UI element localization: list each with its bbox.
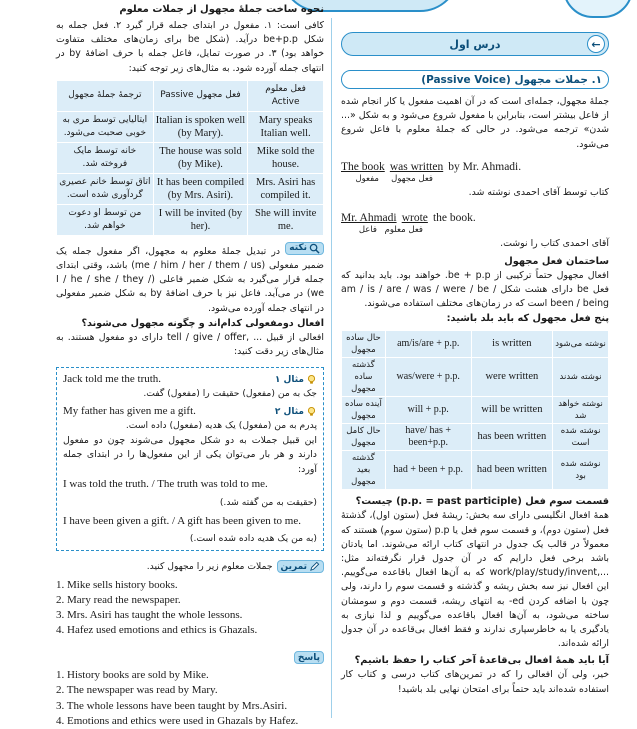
right-column bbox=[341, 32, 609, 697]
row-passive: It has been compiled (by Mrs. Asiri). bbox=[153, 173, 248, 204]
tense-form: had + been + p.p. bbox=[385, 451, 471, 490]
example-1-fa: جک به من (مفعول) حقیقت را (مفعول) گفت. bbox=[143, 388, 317, 400]
tenses-heading: پنج فعل مجهول که باید بلد باشید: bbox=[446, 313, 609, 325]
list-item: 2. Mary read the newspaper. bbox=[56, 594, 181, 607]
list-item: 3. The whole lessons have been taught by Mrs.Asiri. bbox=[56, 699, 288, 712]
active-example bbox=[341, 206, 609, 225]
label-passive-verb: فعل مجهول bbox=[391, 173, 433, 184]
table-row bbox=[57, 142, 324, 173]
tense-example: had been written bbox=[471, 451, 553, 490]
tense-form: have/ has + been+p.p. bbox=[385, 424, 471, 451]
passive-example-object: The book bbox=[341, 160, 385, 173]
row-translation: ایتالیایی توسط مری به خوبی صحبت می‌شود. bbox=[57, 111, 154, 142]
active-example-verb: wrote bbox=[401, 211, 428, 224]
tense-meaning: نوشته شده بود bbox=[553, 451, 609, 490]
example-1-en: Jack told me the truth. bbox=[63, 373, 162, 386]
left-column bbox=[56, 4, 324, 727]
row-active: Mike sold the house. bbox=[248, 142, 324, 173]
pp-heading: قسمت سوم فعل (p.p. = past participle) چیست؟ bbox=[355, 496, 609, 508]
lightbulb-icon bbox=[306, 406, 317, 417]
label-object: مفعول bbox=[355, 173, 379, 184]
list-item: 1. Mike sells history books. bbox=[56, 578, 178, 591]
passive-1-en: I was told the truth. / The truth was told to me. bbox=[63, 477, 268, 490]
table-row bbox=[342, 424, 609, 451]
passive-example-translation: کتاب توسط آقای احمدی نوشته شد. bbox=[468, 186, 609, 198]
active-example-translation: آقای احمدی کتاب را نوشت. bbox=[500, 237, 609, 249]
passive-2-fa: (به من یک هدیه داده شده است.) bbox=[189, 532, 317, 544]
answer-heading bbox=[56, 645, 324, 665]
tense-example: will be written bbox=[471, 397, 553, 424]
note-text-2: افعالی از قبیل ... ,tell / give / offer دارای دو مفعول هستند. به مثال‌های زیر دقت کنید: bbox=[56, 331, 324, 358]
irregular-answer: خیر، ولی آن افعالی را که در تمرین‌های کتاب درسی و کتاب کار استفاده شده‌اند باید حتماً برای امتحان نهایی بلد باشید! bbox=[341, 669, 609, 695]
examples-box bbox=[56, 367, 324, 551]
passive-1-fa: (حقیقت به من گفته شد.) bbox=[219, 496, 317, 508]
left-title: نحوه ساخت جملهٔ مجهول از جملات معلوم bbox=[119, 4, 324, 15]
tenses-table bbox=[341, 330, 609, 490]
tense-form: was/were + p.p. bbox=[385, 358, 471, 397]
tense-name: حال کامل مجهول bbox=[342, 424, 386, 451]
passive-example-verb: was written bbox=[389, 160, 444, 173]
row-translation: خانه توسط مایک فروخته شد. bbox=[57, 142, 154, 173]
row-passive: I will be invited (by her). bbox=[153, 204, 248, 235]
table-row bbox=[57, 173, 324, 204]
tense-name: آینده ساده مجهول bbox=[342, 397, 386, 424]
example-2-row bbox=[63, 404, 317, 419]
tense-name: گذشته ساده مجهول bbox=[342, 358, 386, 397]
row-translation: من توسط او دعوت خواهم شد. bbox=[57, 204, 154, 235]
table-row bbox=[342, 397, 609, 424]
tense-meaning: نوشته شده است bbox=[553, 424, 609, 451]
row-passive: The house was sold (by Mike). bbox=[153, 142, 248, 173]
active-example-subject: Mr. Ahmadi bbox=[341, 211, 397, 224]
table-row bbox=[342, 358, 609, 397]
list-item: 3. Mrs. Asiri has taught the whole lessons. bbox=[56, 609, 243, 622]
table-row bbox=[342, 331, 609, 358]
header-passive: فعل مجهول Passive bbox=[153, 80, 248, 111]
tense-name: گذشته بعید مجهول bbox=[342, 451, 386, 490]
row-active: Mrs. Asiri has compiled it. bbox=[248, 173, 324, 204]
note-badge bbox=[285, 242, 324, 255]
example-2-fa: پدرم به من (مفعول) یک هدیه (مفعول) داده است. bbox=[125, 420, 317, 432]
table-row bbox=[57, 111, 324, 142]
voice-table bbox=[56, 80, 324, 236]
tense-example: were written bbox=[471, 358, 553, 397]
row-active: Mary speaks Italian well. bbox=[248, 111, 324, 142]
label-subject: فاعل bbox=[358, 224, 377, 235]
example-1-label: مثال ۱ bbox=[275, 374, 317, 385]
lesson-bar bbox=[341, 32, 609, 56]
list-item: 4. Emotions and ethics were used in Ghazals by Hafez. bbox=[56, 714, 299, 727]
list-item: 2. The newspaper was read by Mary. bbox=[56, 684, 218, 697]
voice-table-header bbox=[57, 80, 324, 111]
header-passive-fa: ترجمهٔ جملهٔ مجهول bbox=[57, 80, 154, 111]
header-active: فعل معلوم Active bbox=[248, 80, 324, 111]
lightbulb-icon bbox=[306, 374, 317, 385]
pencil-icon bbox=[309, 561, 320, 572]
row-translation: اتاق توسط خانم عصیری گردآوری شده است. bbox=[57, 173, 154, 204]
tense-form: will + p.p. bbox=[385, 397, 471, 424]
row-active: She will invite me. bbox=[248, 204, 324, 235]
list-item: 1. History books are sold by Mike. bbox=[56, 669, 209, 682]
note-paragraph bbox=[56, 242, 324, 316]
tense-meaning: نوشته خواهد شد bbox=[553, 397, 609, 424]
label-active-verb: فعل معلوم bbox=[384, 224, 423, 235]
irregular-question: آیا باید همهٔ افعال بی‌قاعدهٔ آخر کتاب را حفظ باشیم؟ bbox=[354, 655, 609, 667]
answer-badge: پاسخ bbox=[294, 651, 324, 664]
example-2-label: مثال ۲ bbox=[275, 406, 317, 417]
passive-example-labels bbox=[341, 174, 609, 186]
active-example-labels bbox=[341, 225, 609, 237]
tense-form: am/is/are + p.p. bbox=[385, 331, 471, 358]
table-row bbox=[342, 451, 609, 490]
example-1-row bbox=[63, 372, 317, 387]
section-title: ۱. جملات مجهول (Passive Voice) bbox=[341, 70, 609, 89]
passive-example-agent: by Mr. Ahmadi. bbox=[448, 160, 522, 173]
arrow-left-icon[interactable]: ← bbox=[587, 35, 605, 53]
exercise-list bbox=[56, 578, 324, 639]
exercise-text: جملات معلوم زیر را مجهول کنید. bbox=[146, 560, 273, 572]
tense-example: is written bbox=[471, 331, 553, 358]
intro-paragraph: جملهٔ مجهول، جمله‌ای است که در آن اهمیت مفعول یا کار انجام شده از فاعل بیشتر است، بنابراین با مفعول شروع می‌شود و به شکل «... شدن» ترجمه می‌شود. در حالی که جملهٔ معلوم با فاعل شروع می‌شود. bbox=[341, 96, 609, 150]
tense-name: حال ساده مجهول bbox=[342, 331, 386, 358]
answer-list bbox=[56, 668, 324, 729]
structure-paragraph: افعال مجهول حتماً ترکیبی از be + p.p. خواهند بود. باید بدانید که فعل be دارای هشت شکل am / is / are / was / were / be / been / being است که در زمان‌های مختلف استفاده می‌شوند. bbox=[341, 269, 610, 310]
corner-decoration bbox=[563, 0, 633, 18]
structure-heading: ساختمان فعل مجهول bbox=[504, 255, 609, 267]
row-passive: Italian is spoken well (by Mary). bbox=[153, 111, 248, 142]
tense-meaning: نوشته شدند bbox=[553, 358, 609, 397]
note-text: در تبدیل جملهٔ معلوم به مجهول، اگر مفعول جمله یک ضمیر مفعولی (me / him / her / them / us) باشد، وقتی ابتدای جمله قرار می‌گیرد به شکل ضمیر فاعلی (I / he / she / they / we) در می‌آید. فاعل نیز با حرف اضافهٔ by به شکل ضمیر مفعولی در انتهای جمله آورده می‌شود. bbox=[56, 245, 324, 314]
passive-example bbox=[341, 155, 609, 174]
lesson-label: درس اول bbox=[449, 37, 501, 51]
exercise-heading bbox=[56, 560, 324, 574]
tense-meaning: نوشته می‌شود bbox=[553, 331, 609, 358]
note-question: افعال دومفعولی کدام‌اند و چگونه مجهول می‌شوند؟ bbox=[81, 317, 324, 329]
column-divider bbox=[331, 18, 332, 718]
examples-explanation: این قبیل جملات به دو شکل مجهول می‌شوند چون دو مفعول دارند و هر بار می‌توان یکی از این مفعول‌ها را در ابتدای جمله آورد: bbox=[63, 435, 317, 475]
example-2-en: My father has given me a gift. bbox=[63, 405, 196, 418]
list-item: 4. Hafez used emotions and ethics is Ghazals. bbox=[56, 624, 258, 637]
active-example-object: the book. bbox=[432, 211, 476, 224]
note-badge-label: نکته bbox=[289, 243, 307, 254]
pp-paragraph: همهٔ افعال انگلیسی دارای سه بخش: ریشهٔ فعل (ستون اول)، گذشتهٔ فعل (ستون دوم)، و قسمت سوم فعل یا p.p (ستون سوم) هستند که معمولاً در قالب یک جدول در انتهای کتاب ارائه می‌شوند. اما یادتان باشد برخی فعل دارایم که در آن جدول قرار نگرفته‌اند مثل: ...,work/play/study/invent که به آن‌ها افعال باقاعده می‌گوییم. این افعال نیز سه بخش ریشه و گذشته و قسمت سوم را دارند، ولی چون با اضافه کردن ed- به انتهای ریشه، قسمت دوم و سومشان ساخته می‌شود، به آن‌ها افعال باقاعده می‌گوییم و لذا نیازی به یادگیری یا به خاطرسپاری ندارند و فقط افعال بی‌قاعده در آن جدول ارائه شده‌اند. bbox=[341, 510, 609, 650]
exercise-badge: تمرین bbox=[277, 560, 325, 573]
magnifier-icon bbox=[309, 243, 320, 254]
tense-example: has been written bbox=[471, 424, 553, 451]
passive-2-en: I have been given a gift. / A gift has been given to me. bbox=[63, 514, 301, 527]
table-row bbox=[57, 204, 324, 235]
left-intro: کافی است: ۱. مفعول در ابتدای جمله قرار گیرد ۲. فعل جمله به شکل be+p.p درآید. (شکل be برای زمان‌های مختلف متفاوت خواهد بود) ۳. در صورت تمایل، فاعل جمله با حرف اضافهٔ by در انتهای جمله آورده شود. به مثال‌های زیر توجه کنید: bbox=[56, 20, 324, 74]
